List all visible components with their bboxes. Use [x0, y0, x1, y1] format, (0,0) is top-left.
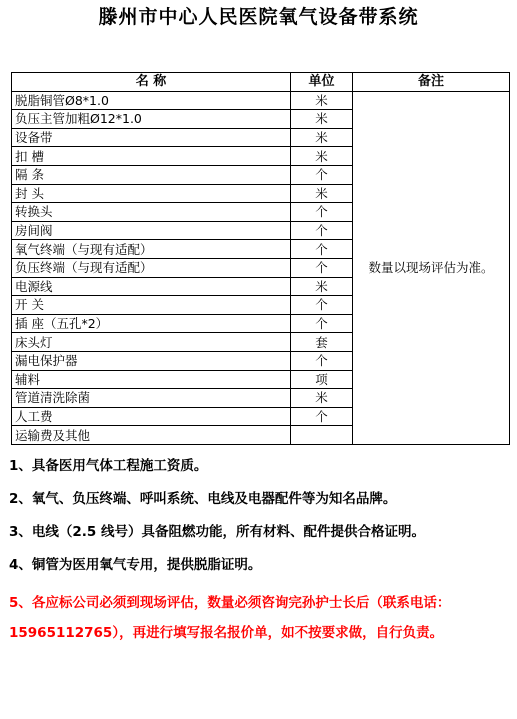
- item-name: 负压主管加粗Ø12*1.0: [12, 110, 291, 129]
- item-name: 房间阀: [12, 221, 291, 240]
- item-unit: 米: [291, 147, 353, 166]
- item-unit: 个: [291, 221, 353, 240]
- document-title: 滕州市中心人民医院氧气设备带系统: [98, 6, 419, 28]
- item-name: 氧气终端（与现有适配）: [12, 240, 291, 259]
- item-unit: 米: [291, 184, 353, 203]
- item-name: 封 头: [12, 184, 291, 203]
- item-unit: 个: [291, 165, 353, 184]
- item-unit: 项: [291, 370, 353, 389]
- item-unit: 米: [291, 128, 353, 147]
- item-unit: 个: [291, 351, 353, 370]
- item-name: 漏电保护器: [12, 351, 291, 370]
- remark-cell: 数量以现场评估为准。: [353, 91, 510, 444]
- item-name: 开 关: [12, 296, 291, 315]
- item-unit: [291, 426, 353, 445]
- item-unit: 米: [291, 91, 353, 110]
- item-unit: 米: [291, 389, 353, 408]
- item-unit: 个: [291, 296, 353, 315]
- header-unit: 单位: [291, 73, 353, 92]
- item-unit: 个: [291, 258, 353, 277]
- item-unit: 米: [291, 277, 353, 296]
- item-unit: 个: [291, 203, 353, 222]
- note-item: 4、铜管为医用氧气专用，提供脱脂证明。: [9, 557, 262, 573]
- item-unit: 个: [291, 407, 353, 426]
- item-name: 电源线: [12, 277, 291, 296]
- item-name: 负压终端（与现有适配）: [12, 258, 291, 277]
- item-name: 床头灯: [12, 333, 291, 352]
- item-name: 管道清洗除菌: [12, 389, 291, 408]
- item-name: 人工费: [12, 407, 291, 426]
- item-unit: 个: [291, 240, 353, 259]
- table-header-row: [12, 73, 510, 92]
- item-name: 运输费及其他: [12, 426, 291, 445]
- requirements-notes: [9, 456, 511, 660]
- note-item: 3、电线（2.5 线号）具备阻燃功能，所有材料、配件提供合格证明。: [9, 524, 426, 540]
- equipment-table: [11, 72, 510, 445]
- header-name: 名 称: [12, 73, 291, 92]
- item-unit: 米: [291, 110, 353, 129]
- item-name: 转换头: [12, 203, 291, 222]
- item-name: 辅料: [12, 370, 291, 389]
- table-row: [12, 91, 510, 110]
- item-unit: 个: [291, 314, 353, 333]
- item-name: 隔 条: [12, 165, 291, 184]
- item-unit: 套: [291, 333, 353, 352]
- item-name: 脱脂铜管Ø8*1.0: [12, 91, 291, 110]
- item-name: 扣 槽: [12, 147, 291, 166]
- header-remark: 备注: [353, 73, 510, 92]
- item-name: 设备带: [12, 128, 291, 147]
- table-body: [12, 91, 510, 444]
- note-item: 1、具备医用气体工程施工资质。: [9, 458, 208, 474]
- note-item: 5、各应标公司必须到现场评估，数量必须咨询完孙护士长后（联系电话：15965112765），再进行填写报名报价单，如不按要求做，自行负责。: [9, 595, 451, 641]
- note-item: 2、氧气、负压终端、呼叫系统、电线及电器配件等为知名品牌。: [9, 491, 397, 507]
- item-name: 插 座（五孔*2）: [12, 314, 291, 333]
